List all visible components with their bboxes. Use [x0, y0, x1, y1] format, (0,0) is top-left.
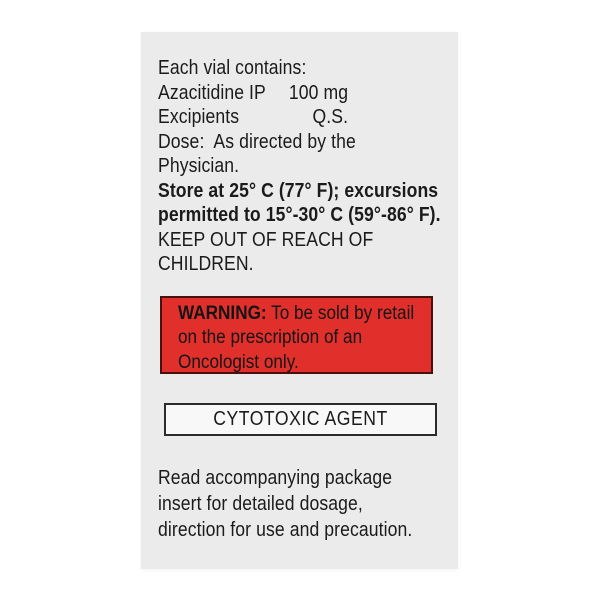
warning-line-1-rest: To be sold by retail: [266, 302, 415, 324]
warning-line-3: Oncologist only.: [178, 350, 299, 373]
keep-out-line-2: CHILDREN.: [158, 253, 254, 275]
package-insert-note: [158, 465, 457, 543]
contents-heading: Each vial contains:: [158, 57, 307, 79]
storage-line-2: permitted to 15°-30° C (59°-86° F).: [158, 204, 441, 226]
storage-line-1: Store at 25° C (77° F); excursions: [158, 179, 439, 202]
warning-text: [178, 301, 429, 374]
cytotoxic-agent-box: [164, 403, 437, 436]
ingredient-quantity: 100 mg: [288, 81, 349, 104]
ingredient-quantity: Q.S.: [312, 106, 349, 128]
medicine-carton-panel: [141, 32, 458, 569]
dose-line-2: Physician.: [158, 155, 240, 177]
keep-out-line-1: KEEP OUT OF REACH OF: [158, 228, 374, 251]
cytotoxic-agent-label: CYTOTOXIC AGENT: [213, 408, 388, 430]
composition-row: [158, 81, 348, 106]
insert-note-line-2: insert for detailed dosage,: [158, 493, 363, 515]
insert-note-line-3: direction for use and precaution.: [158, 519, 413, 541]
composition-row: [158, 105, 348, 130]
insert-note-line-1: Read accompanying package: [158, 467, 393, 489]
label-body-text: [158, 56, 457, 277]
warning-box: [160, 296, 433, 374]
dose-line-1: Dose: As directed by the: [158, 130, 356, 153]
ingredient-name: Azacitidine IP: [158, 81, 266, 104]
warning-label: WARNING:: [178, 302, 267, 324]
warning-line-2: on the prescription of an: [178, 326, 363, 349]
ingredient-name: Excipients: [158, 106, 240, 128]
warning-line-1: [178, 301, 429, 325]
